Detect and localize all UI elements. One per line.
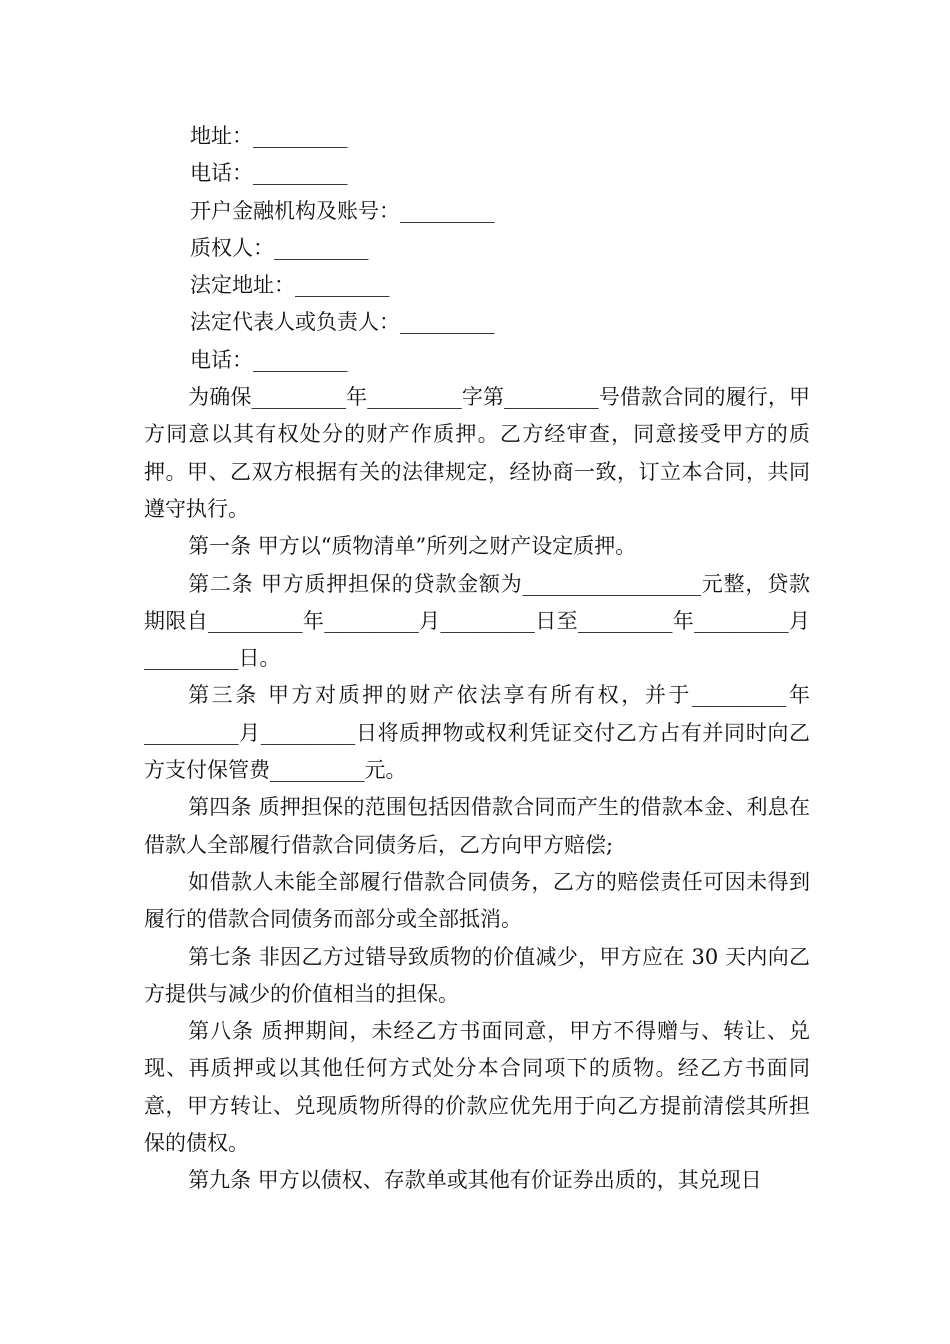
article-3-paragraph: 第三条 甲方对质押的财产依法享有所有权，并于_________年_________月_________日将质押物或权利凭证交付乙方占有并同时向乙方支付保管费_________元。 <box>144 683 810 783</box>
article-8-paragraph: 第八条 质押期间，未经乙方书面同意，甲方不得赠与、转让、兑现、再质押或以其他任何方式处分本合同项下的质物。经乙方书面同意，甲方转让、兑现质物所得的价款应优先用于向乙方提前清偿其所担保的债权。 <box>144 1019 810 1156</box>
legal-address-field-line: 法定地址：_________ <box>190 273 390 298</box>
pledgee-phone-field-line: 电话：_________ <box>190 347 348 372</box>
address-field-line: 地址：_________ <box>190 124 348 148</box>
phone-field-line: 电话：_________ <box>190 161 348 186</box>
article-2-paragraph: 第二条 甲方质押担保的贷款金额为_________________元整，贷款期限自_________年_________月_________日至_________年_________月_________日。 <box>144 571 810 671</box>
article-4-continuation-paragraph: 如借款人未能全部履行借款合同债务，乙方的赔偿责任可因未得到履行的借款合同债务而部分或全部抵消。 <box>144 869 810 932</box>
pledgee-field-line: 质权人：_________ <box>190 235 369 260</box>
document-page <box>144 118 810 1200</box>
legal-representative-field-line: 法定代表人或负责人：_________ <box>190 310 495 335</box>
preamble-paragraph: 为确保_________年_________字第_________号借款合同的履行，甲方同意以其有权处分的财产作质押。乙方经审查，同意接受甲方的质押。甲、乙双方根据有关的法律规定，经协商一致，订立本合同，共同遵守执行。 <box>144 385 810 521</box>
article-9-paragraph: 第九条 甲方以债权、存款单或其他有价证券出质的，其兑现日 <box>188 1168 762 1193</box>
article-1-paragraph: 第一条 甲方以“质物清单”所列之财产设定质押。 <box>188 534 637 559</box>
bank-account-field-line: 开户金融机构及账号：_________ <box>190 198 495 223</box>
article-7-paragraph: 第七条 非因乙方过错导致质物的价值减少，甲方应在 30 天内向乙方提供与减少的价值相当的担保。 <box>144 944 810 1006</box>
article-4-paragraph: 第四条 质押担保的范围包括因借款合同而产生的借款本金、利息在借款人全部履行借款合同债务后，乙方向甲方赔偿; <box>144 795 810 857</box>
